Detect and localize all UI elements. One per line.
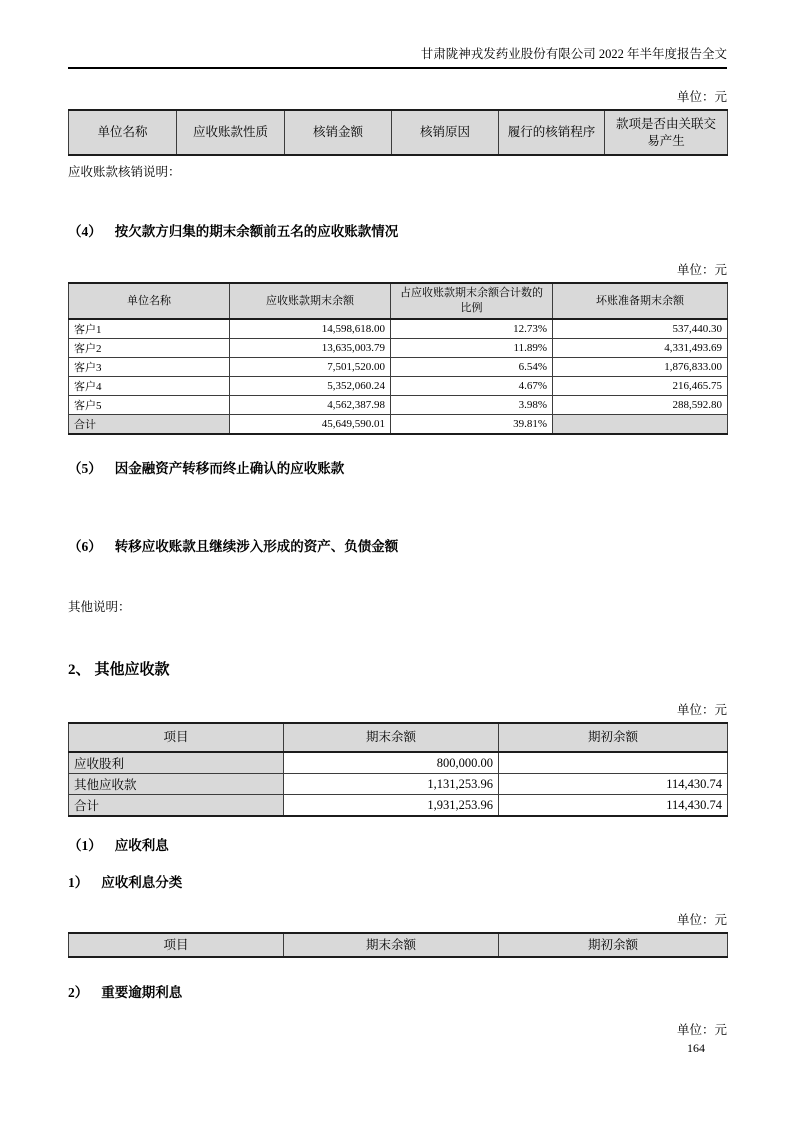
report-title: 甘肃陇神戎发药业股份有限公司 2022 年半年度报告全文 (420, 47, 727, 61)
section-title: 因金融资产转移而终止确认的应收账款 (114, 461, 345, 476)
table-row (69, 377, 728, 396)
section-number: （1） (68, 838, 102, 853)
ratio-cell: 6.54% (391, 358, 553, 377)
item-name-cell: 应收股利 (69, 752, 284, 774)
column-header: 期末余额 (284, 933, 499, 957)
section-title: 其他应收款 (94, 662, 170, 678)
section-number: 2、 (68, 662, 91, 678)
section-title: 重要逾期利息 (101, 985, 183, 1000)
column-header: 应收账款性质 (177, 110, 285, 155)
writeoff-table (68, 109, 728, 156)
item-name-cell: 其他应收款 (69, 774, 284, 795)
table-row (69, 339, 728, 358)
section-heading-transferred (68, 539, 727, 555)
table-header-row (69, 110, 728, 155)
table-header-row (69, 933, 728, 957)
section-heading-top5 (68, 224, 727, 240)
section-heading-interest-class (68, 875, 727, 891)
column-header: 核销原因 (392, 110, 499, 155)
ending-balance-cell: 800,000.00 (284, 752, 499, 774)
section-number: （4） (68, 224, 102, 239)
unit-label: 单位：元 (676, 263, 727, 277)
bad-debt-cell: 288,592.80 (553, 396, 728, 415)
bad-debt-cell: 4,331,493.69 (553, 339, 728, 358)
section-number: （5） (68, 461, 102, 476)
column-header: 应收账款期末余额 (230, 283, 391, 319)
ending-balance-cell: 4,562,387.98 (230, 396, 391, 415)
ratio-cell: 4.67% (391, 377, 553, 396)
unit-label: 单位：元 (676, 90, 727, 104)
beginning-balance-cell (499, 752, 728, 774)
other-receivables-table (68, 722, 728, 817)
total-ending-balance-cell: 45,649,590.01 (230, 415, 391, 435)
ending-balance-cell: 1,131,253.96 (284, 774, 499, 795)
writeoff-note: 应收账款核销说明： (68, 165, 181, 179)
top5-receivables-table (68, 282, 728, 435)
unit-label: 单位：元 (676, 1023, 727, 1037)
section-number: 1） (68, 875, 89, 890)
column-header: 占应收账款期末余额合计数的比例 (391, 283, 553, 319)
section-title: 转移应收账款且继续涉入形成的资产、负债金额 (114, 539, 399, 554)
total-label-cell: 合计 (69, 415, 230, 435)
customer-name-cell: 客户5 (69, 396, 230, 415)
section-number: （6） (68, 539, 102, 554)
column-header: 项目 (69, 723, 284, 752)
table-row (69, 752, 728, 774)
unit-label: 单位：元 (676, 913, 727, 927)
ending-balance-cell: 13,635,003.79 (230, 339, 391, 358)
bad-debt-cell: 537,440.30 (553, 319, 728, 339)
section-heading-other-receivables (68, 661, 727, 679)
table-row (69, 774, 728, 795)
column-header: 款项是否由关联交易产生 (605, 110, 728, 155)
table-row (69, 396, 728, 415)
other-note: 其他说明： (68, 600, 131, 614)
section-title: 应收利息分类 (101, 875, 183, 890)
ending-balance-cell: 5,352,060.24 (230, 377, 391, 396)
bad-debt-cell: 216,465.75 (553, 377, 728, 396)
ratio-cell: 3.98% (391, 396, 553, 415)
customer-name-cell: 客户4 (69, 377, 230, 396)
customer-name-cell: 客户3 (69, 358, 230, 377)
section-number: 2） (68, 985, 89, 1000)
section-title: 按欠款方归集的期末余额前五名的应收账款情况 (114, 224, 399, 239)
total-bad-debt-cell (553, 415, 728, 435)
running-header (68, 0, 727, 69)
customer-name-cell: 客户2 (69, 339, 230, 358)
customer-name-cell: 客户1 (69, 319, 230, 339)
table-header-row (69, 283, 728, 319)
table-row (69, 358, 728, 377)
table-row (69, 319, 728, 339)
ratio-cell: 11.89% (391, 339, 553, 358)
section-heading-interest (68, 838, 727, 854)
page-number: 164 (687, 1041, 705, 1055)
column-header: 核销金额 (285, 110, 392, 155)
column-header: 单位名称 (69, 110, 177, 155)
ending-balance-cell: 7,501,520.00 (230, 358, 391, 377)
table-header-row (69, 723, 728, 752)
column-header: 期初余额 (499, 723, 728, 752)
column-header: 坏账准备期末余额 (553, 283, 728, 319)
column-header: 履行的核销程序 (499, 110, 605, 155)
table-total-row (69, 415, 728, 435)
column-header: 项目 (69, 933, 284, 957)
beginning-balance-cell: 114,430.74 (499, 774, 728, 795)
section-heading-overdue-interest (68, 985, 727, 1001)
total-ratio-cell: 39.81% (391, 415, 553, 435)
total-beginning-balance-cell: 114,430.74 (499, 795, 728, 817)
ending-balance-cell: 14,598,618.00 (230, 319, 391, 339)
bad-debt-cell: 1,876,833.00 (553, 358, 728, 377)
unit-label: 单位：元 (676, 703, 727, 717)
column-header: 期初余额 (499, 933, 728, 957)
interest-class-table (68, 932, 728, 958)
section-title: 应收利息 (114, 838, 169, 853)
ratio-cell: 12.73% (391, 319, 553, 339)
column-header: 期末余额 (284, 723, 499, 752)
section-heading-derecognized (68, 461, 727, 477)
total-ending-balance-cell: 1,931,253.96 (284, 795, 499, 817)
total-label-cell: 合计 (69, 795, 284, 817)
column-header: 单位名称 (69, 283, 230, 319)
table-total-row (69, 795, 728, 817)
